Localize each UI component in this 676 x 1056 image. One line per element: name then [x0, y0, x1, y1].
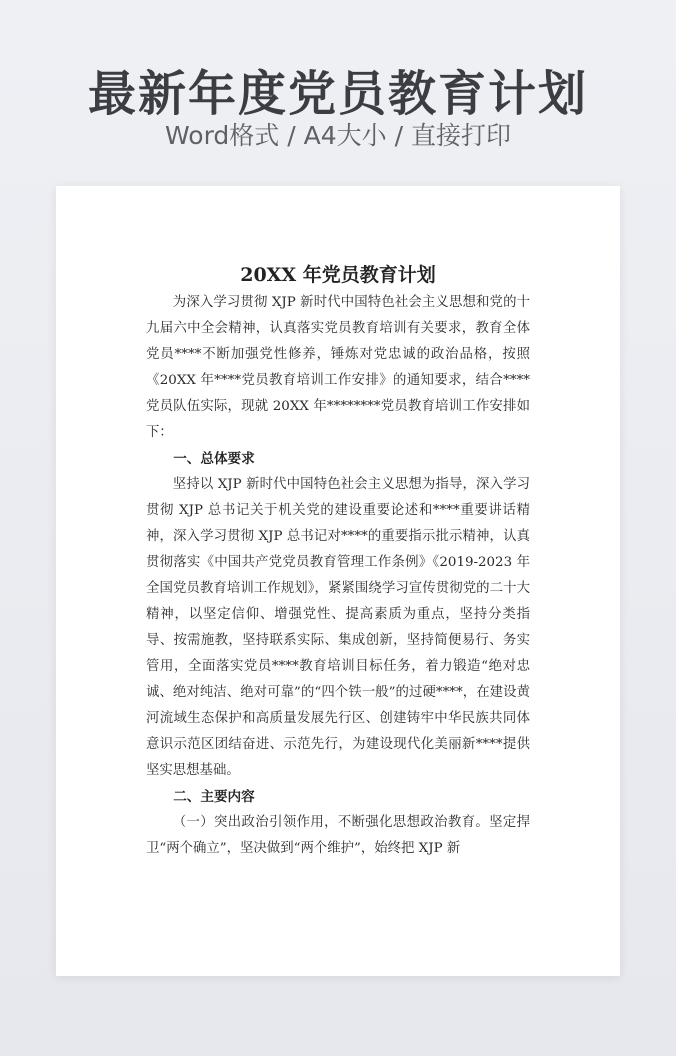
- document-page: [56, 186, 620, 976]
- main-content-paragraph: （一）突出政治引领作用，不断强化思想政治教育。坚定捍卫“两个确立”，坚决做到“两个维护”，始终把 XJP 新: [146, 815, 530, 856]
- banner-title: 最新年度党员教育计划: [87, 66, 588, 122]
- document-body: [146, 290, 530, 862]
- section-heading-main-content: 二、主要内容: [173, 789, 255, 805]
- section-heading-general-requirements: 一、总体要求: [173, 451, 255, 467]
- document-title: 20XX 年党员教育计划: [240, 264, 436, 286]
- intro-paragraph: 为深入学习贯彻 XJP 新时代中国特色社会主义思想和党的十九届六中全会精神，认真落实党员教育培训有关要求，教育全体党员****不断加强党性修养，锤炼对党忠诚的政治品格，按照《20XX 年****党员教育培训工作安排》的通知要求，结合****党员队伍实际，现就 20XX 年********党员教育培训工作安排如下：: [146, 295, 530, 440]
- banner-subtitle: Word格式 / A4大小 / 直接打印: [165, 121, 511, 150]
- general-requirements-paragraph: 坚持以 XJP 新时代中国特色社会主义思想为指导，深入学习贯彻 XJP 总书记关于机关党的建设重要论述和****重要讲话精神，深入学习贯彻 XJP 总书记对****的重要指示批示精神，认真贯彻落实《中国共产党党员教育管理工作条例》《2019-2023 年全国党员教育培训工作规划》，紧紧围绕学习宣传贯彻党的二十大精神，以坚定信仰、增强党性、提高素质为重点，坚持分类指导、按需施教，坚持联系实际、集成创新，坚持简便易行、务实管用，全面落实党员****教育培训目标任务，着力锻造“绝对忠诚、绝对纯洁、绝对可靠”的“四个铁一般”的过硬****，在建设黄河流域生态保护和高质量发展先行区、创建铸牢中华民族共同体意识示范区团结奋进、示范先行，为建设现代化美丽新****提供坚实思想基础。: [146, 477, 530, 778]
